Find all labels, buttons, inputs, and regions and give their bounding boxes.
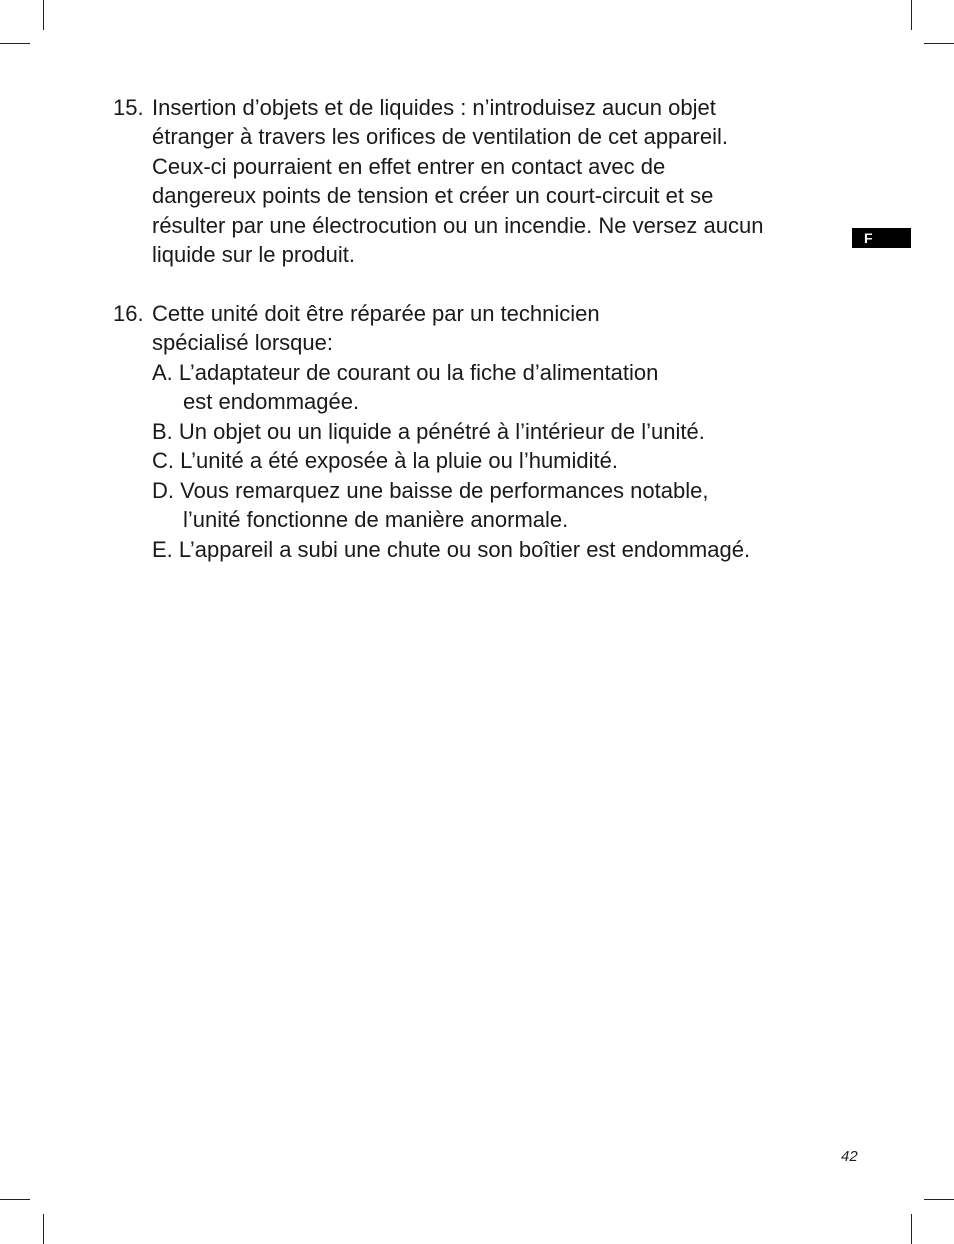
item-text-line: résulter par une électrocution ou un incendie. Ne versez aucun <box>152 213 764 238</box>
crop-mark <box>924 1199 954 1200</box>
item-text-line: liquide sur le produit. <box>152 242 356 267</box>
subitem-line: B. Un objet ou un liquide a pénétré à l’intérieur de l’unité. <box>152 419 705 444</box>
item-text-line: spécialisé lorsque: <box>152 330 333 355</box>
subitem-line: E. L’appareil a subi une chute ou son boîtier est endommagé. <box>152 537 751 562</box>
crop-mark <box>0 43 30 44</box>
item-text-line: étranger à travers les orifices de ventilation de cet appareil. <box>152 124 728 149</box>
item-text-line: Cette unité doit être réparée par un technicien <box>152 301 600 326</box>
item-number: 16. <box>113 301 144 326</box>
crop-mark <box>0 1199 30 1200</box>
item-text-line: Ceux-ci pourraient en effet entrer en contact avec de <box>152 154 666 179</box>
crop-mark <box>911 0 912 30</box>
language-tab: F <box>852 228 911 248</box>
item-number: 15. <box>113 95 144 120</box>
crop-mark <box>924 43 954 44</box>
subitem-line: C. L’unité a été exposée à la pluie ou l’humidité. <box>152 448 618 473</box>
page-number: 42 <box>841 1148 858 1165</box>
subitem-line: A. L’adaptateur de courant ou la fiche d’alimentation <box>152 360 659 385</box>
item-text-line: Insertion d’objets et de liquides : n’introduisez aucun objet <box>152 95 716 120</box>
subitem-line: est endommagée. <box>183 389 360 414</box>
crop-mark <box>43 1214 44 1244</box>
crop-mark <box>43 0 44 30</box>
subitem-line: D. Vous remarquez une baisse de performances notable, <box>152 478 709 503</box>
subitem-line: l’unité fonctionne de manière anormale. <box>183 507 569 532</box>
crop-mark <box>911 1214 912 1244</box>
item-text-line: dangereux points de tension et créer un court-circuit et se <box>152 183 714 208</box>
